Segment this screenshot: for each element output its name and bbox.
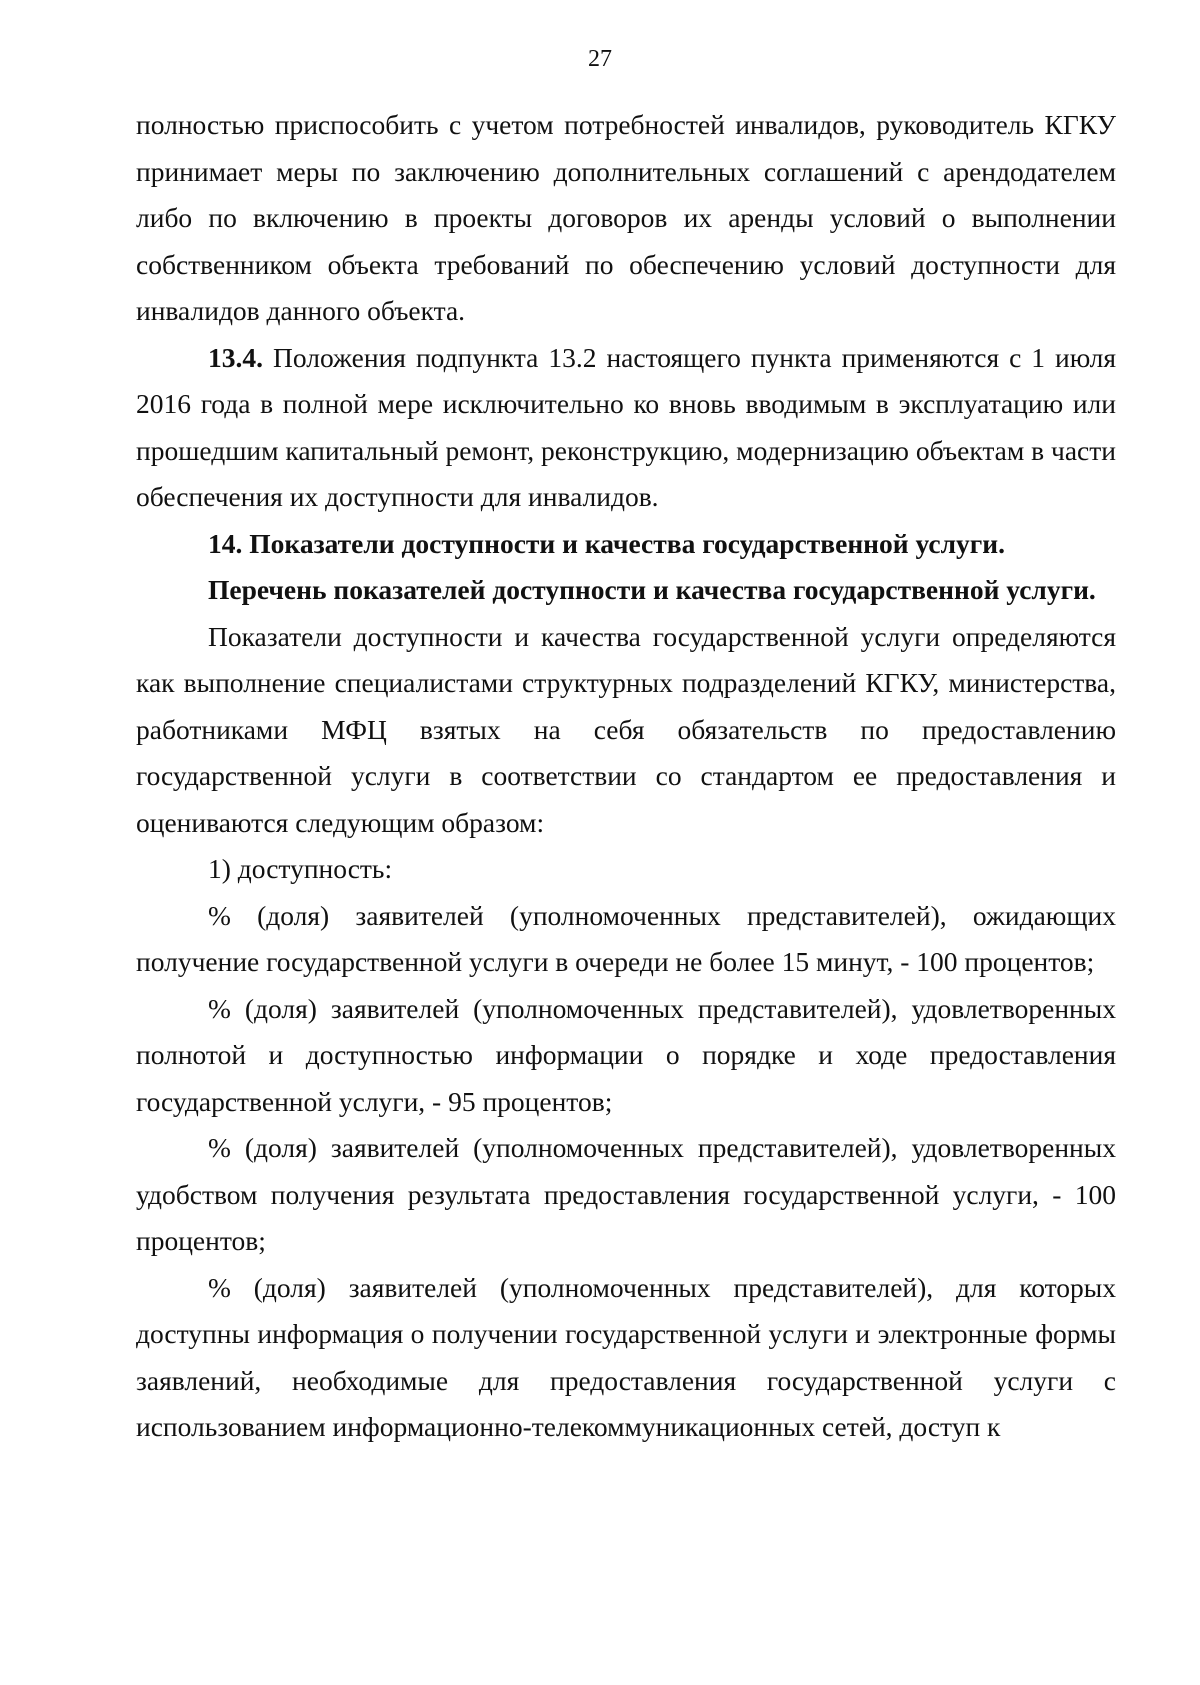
indicator-electronic-forms: % (доля) заявителей (уполномоченных представителей), для которых доступны информация о получении государственной услуги и электронные формы заявлений, необходимые для предоставления государственной услуги с использованием информационно-телекоммуникационных сетей, доступ к	[136, 1271, 1116, 1442]
indicator-queue-waiting: % (доля) заявителей (уполномоченных представителей), ожидающих получение государственной услуги в очереди не более 15 минут, - 100 процентов;	[136, 899, 1116, 977]
clause-text-13-4: Положения подпункта 13.2 настоящего пункта применяются с 1 июля 2016 года в полной мере исключительно ко вновь вводимым в эксплуатацию или прошедшим капитальный ремонт, реконструкцию, модернизацию объектам в части обеспечения их доступности для инвалидов.	[136, 341, 1116, 512]
section-subheading-indicators-list: Перечень показателей доступности и качества государственной услуги.	[208, 574, 1096, 605]
clause-number-13-4: 13.4.	[208, 341, 263, 373]
section-heading-14: 14. Показатели доступности и качества государственной услуги.	[208, 527, 1005, 559]
paragraph-13-4	[136, 335, 1116, 521]
paragraph-accessibility-measures: полностью приспособить с учетом потребностей инвалидов, руководитель КГКУ принимает меры по заключению дополнительных соглашений с арендодателем либо по включению в проекты договоров их аренды условий о выполнении собственником объекта требований по обеспечению условий доступности для инвалидов данного объекта.	[136, 109, 1116, 326]
indicator-information-completeness: % (доля) заявителей (уполномоченных представителей), удовлетворенных полнотой и доступностью информации о порядке и ходе предоставления государственной услуги, - 95 процентов;	[136, 992, 1116, 1117]
page-number: 27	[588, 46, 612, 72]
list-item-accessibility: 1) доступность:	[208, 853, 393, 884]
paragraph-indicators-definition: Показатели доступности и качества государственной услуги определяются как выполнение специалистами структурных подразделений КГКУ, министерства, работниками МФЦ взятых на себя обязательств по предоставлению государственной услуги в соответствии со стандартом ее предоставления и оцениваются следующим образом:	[136, 620, 1116, 838]
indicator-result-convenience: % (доля) заявителей (уполномоченных представителей), удовлетворенных удобством получения результата предоставления государственной услуги, - 100 процентов;	[136, 1132, 1116, 1256]
document-body	[136, 102, 1116, 1451]
